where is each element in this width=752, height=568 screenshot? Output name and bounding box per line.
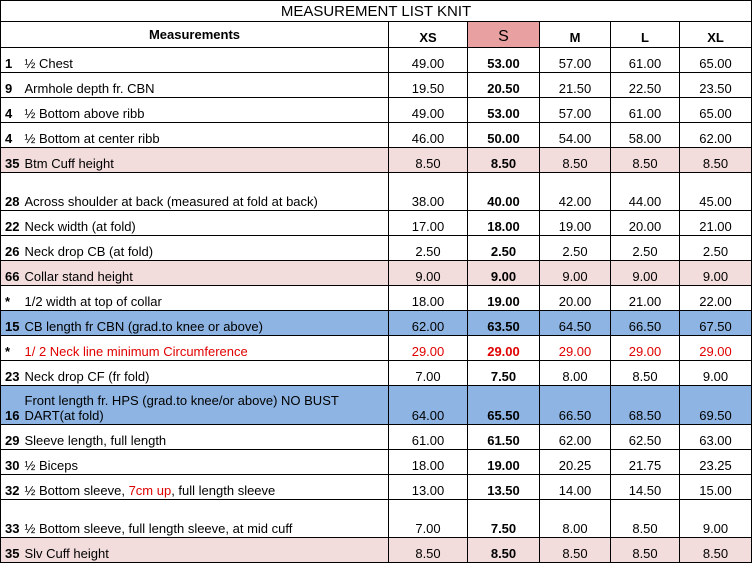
row-label: ½ Bottom at center ribb bbox=[24, 123, 389, 148]
header-size-s: S bbox=[468, 22, 540, 48]
value-m: 64.50 bbox=[540, 311, 611, 336]
table-row bbox=[1, 500, 752, 538]
row-label: Front length fr. HPS (grad.to knee/or above) NO BUST DART(at fold) bbox=[24, 386, 389, 425]
value-xl: 9.00 bbox=[680, 500, 752, 538]
value-xs: 17.00 bbox=[389, 211, 468, 236]
row-index: 23 bbox=[1, 361, 24, 386]
value-s: 8.50 bbox=[468, 538, 540, 563]
table-row bbox=[1, 261, 752, 286]
value-s: 65.50 bbox=[468, 386, 540, 425]
value-l: 44.00 bbox=[611, 173, 680, 211]
value-xs: 64.00 bbox=[389, 386, 468, 425]
value-xl: 69.50 bbox=[680, 386, 752, 425]
value-m: 57.00 bbox=[540, 98, 611, 123]
value-l: 21.75 bbox=[611, 450, 680, 475]
value-xs: 19.50 bbox=[389, 73, 468, 98]
row-label: ½ Bottom above ribb bbox=[24, 98, 389, 123]
row-label-part: , full length sleeve bbox=[171, 483, 276, 498]
row-label-highlight: 7cm up bbox=[128, 483, 172, 498]
row-label: CB length fr CBN (grad.to knee or above) bbox=[24, 311, 389, 336]
row-label: Across shoulder at back (measured at fold at back) bbox=[24, 173, 389, 211]
value-xs: 46.00 bbox=[389, 123, 468, 148]
value-xs: 38.00 bbox=[389, 173, 468, 211]
value-m: 8.00 bbox=[540, 361, 611, 386]
value-m: 21.50 bbox=[540, 73, 611, 98]
row-label: Neck width (at fold) bbox=[24, 211, 389, 236]
row-label: ½ Chest bbox=[24, 48, 389, 73]
header-measurements: Measurements bbox=[1, 22, 389, 48]
row-label: Sleeve length, full length bbox=[24, 425, 389, 450]
row-label: 1/ 2 Neck line minimum Circumference bbox=[24, 336, 389, 361]
value-xs: 62.00 bbox=[389, 311, 468, 336]
value-s: 7.50 bbox=[468, 500, 540, 538]
value-xl: 8.50 bbox=[680, 148, 752, 173]
table-row bbox=[1, 211, 752, 236]
value-l: 2.50 bbox=[611, 236, 680, 261]
value-l: 14.50 bbox=[611, 475, 680, 500]
value-xl: 23.50 bbox=[680, 73, 752, 98]
value-l: 20.00 bbox=[611, 211, 680, 236]
table-row bbox=[1, 386, 752, 425]
table-row bbox=[1, 425, 752, 450]
value-xs: 18.00 bbox=[389, 450, 468, 475]
table-row bbox=[1, 311, 752, 336]
value-s: 18.00 bbox=[468, 211, 540, 236]
value-m: 29.00 bbox=[540, 336, 611, 361]
row-index: 9 bbox=[1, 73, 24, 98]
value-xl: 15.00 bbox=[680, 475, 752, 500]
value-xs: 9.00 bbox=[389, 261, 468, 286]
value-xs: 61.00 bbox=[389, 425, 468, 450]
row-label: Slv Cuff height bbox=[24, 538, 389, 563]
value-l: 22.50 bbox=[611, 73, 680, 98]
value-xs: 13.00 bbox=[389, 475, 468, 500]
row-index: 15 bbox=[1, 311, 24, 336]
value-s: 9.00 bbox=[468, 261, 540, 286]
table-row bbox=[1, 73, 752, 98]
value-xl: 62.00 bbox=[680, 123, 752, 148]
value-s: 8.50 bbox=[468, 148, 540, 173]
value-s: 13.50 bbox=[468, 475, 540, 500]
value-s: 53.00 bbox=[468, 48, 540, 73]
value-xs: 49.00 bbox=[389, 98, 468, 123]
row-label: ½ Biceps bbox=[24, 450, 389, 475]
value-l: 8.50 bbox=[611, 500, 680, 538]
value-m: 8.00 bbox=[540, 500, 611, 538]
value-s: 63.50 bbox=[468, 311, 540, 336]
value-s: 20.50 bbox=[468, 73, 540, 98]
row-index: 16 bbox=[1, 386, 24, 425]
row-label: 1/2 width at top of collar bbox=[24, 286, 389, 311]
value-s: 50.00 bbox=[468, 123, 540, 148]
sheet-title: MEASUREMENT LIST KNIT bbox=[1, 1, 752, 22]
value-m: 42.00 bbox=[540, 173, 611, 211]
value-l: 61.00 bbox=[611, 48, 680, 73]
row-label: Armhole depth fr. CBN bbox=[24, 73, 389, 98]
table-row bbox=[1, 148, 752, 173]
value-s: 40.00 bbox=[468, 173, 540, 211]
row-index: * bbox=[1, 336, 24, 361]
value-xs: 7.00 bbox=[389, 361, 468, 386]
value-xl: 21.00 bbox=[680, 211, 752, 236]
table-row bbox=[1, 336, 752, 361]
row-index: 4 bbox=[1, 98, 24, 123]
row-index: 35 bbox=[1, 148, 24, 173]
value-m: 19.00 bbox=[540, 211, 611, 236]
header-size-m: M bbox=[540, 22, 611, 48]
value-m: 54.00 bbox=[540, 123, 611, 148]
row-label bbox=[24, 475, 389, 500]
header-size-xs: XS bbox=[389, 22, 468, 48]
value-s: 7.50 bbox=[468, 361, 540, 386]
value-m: 66.50 bbox=[540, 386, 611, 425]
header-size-xl: XL bbox=[680, 22, 752, 48]
table-row bbox=[1, 361, 752, 386]
value-xs: 8.50 bbox=[389, 148, 468, 173]
row-index: 32 bbox=[1, 475, 24, 500]
value-xl: 45.00 bbox=[680, 173, 752, 211]
value-s: 61.50 bbox=[468, 425, 540, 450]
row-index: 29 bbox=[1, 425, 24, 450]
table-row bbox=[1, 450, 752, 475]
value-l: 58.00 bbox=[611, 123, 680, 148]
value-s: 19.00 bbox=[468, 286, 540, 311]
value-m: 9.00 bbox=[540, 261, 611, 286]
value-l: 8.50 bbox=[611, 148, 680, 173]
value-xl: 63.00 bbox=[680, 425, 752, 450]
header-size-l: L bbox=[611, 22, 680, 48]
row-label-part: ½ Bottom sleeve, bbox=[24, 483, 129, 498]
row-label: Collar stand height bbox=[24, 261, 389, 286]
value-s: 2.50 bbox=[468, 236, 540, 261]
row-index: 35 bbox=[1, 538, 24, 563]
value-l: 8.50 bbox=[611, 538, 680, 563]
title-row bbox=[1, 1, 752, 22]
value-xl: 65.00 bbox=[680, 48, 752, 73]
value-xl: 9.00 bbox=[680, 261, 752, 286]
value-l: 21.00 bbox=[611, 286, 680, 311]
value-l: 29.00 bbox=[611, 336, 680, 361]
value-m: 20.25 bbox=[540, 450, 611, 475]
value-xs: 29.00 bbox=[389, 336, 468, 361]
table-row bbox=[1, 98, 752, 123]
value-s: 29.00 bbox=[468, 336, 540, 361]
value-xs: 7.00 bbox=[389, 500, 468, 538]
value-l: 68.50 bbox=[611, 386, 680, 425]
row-label: Neck drop CB (at fold) bbox=[24, 236, 389, 261]
value-m: 8.50 bbox=[540, 538, 611, 563]
value-m: 14.00 bbox=[540, 475, 611, 500]
value-xl: 22.00 bbox=[680, 286, 752, 311]
row-index: 22 bbox=[1, 211, 24, 236]
value-m: 20.00 bbox=[540, 286, 611, 311]
value-xs: 2.50 bbox=[389, 236, 468, 261]
value-l: 66.50 bbox=[611, 311, 680, 336]
table-row bbox=[1, 173, 752, 211]
value-xs: 8.50 bbox=[389, 538, 468, 563]
row-index: 4 bbox=[1, 123, 24, 148]
value-l: 62.50 bbox=[611, 425, 680, 450]
value-l: 61.00 bbox=[611, 98, 680, 123]
row-index: 66 bbox=[1, 261, 24, 286]
value-xl: 67.50 bbox=[680, 311, 752, 336]
value-s: 19.00 bbox=[468, 450, 540, 475]
row-index: 33 bbox=[1, 500, 24, 538]
value-l: 9.00 bbox=[611, 261, 680, 286]
row-index: 30 bbox=[1, 450, 24, 475]
value-xs: 49.00 bbox=[389, 48, 468, 73]
row-label: Neck drop CF (fr fold) bbox=[24, 361, 389, 386]
row-index: 1 bbox=[1, 48, 24, 73]
row-label: Btm Cuff height bbox=[24, 148, 389, 173]
value-m: 2.50 bbox=[540, 236, 611, 261]
value-l: 8.50 bbox=[611, 361, 680, 386]
value-m: 8.50 bbox=[540, 148, 611, 173]
value-xl: 23.25 bbox=[680, 450, 752, 475]
table-row bbox=[1, 48, 752, 73]
value-xl: 8.50 bbox=[680, 538, 752, 563]
value-m: 57.00 bbox=[540, 48, 611, 73]
value-xl: 2.50 bbox=[680, 236, 752, 261]
table-row bbox=[1, 286, 752, 311]
value-xl: 29.00 bbox=[680, 336, 752, 361]
value-m: 62.00 bbox=[540, 425, 611, 450]
value-xs: 18.00 bbox=[389, 286, 468, 311]
row-index: * bbox=[1, 286, 24, 311]
row-label: ½ Bottom sleeve, full length sleeve, at mid cuff bbox=[24, 500, 389, 538]
table-row bbox=[1, 538, 752, 563]
table-row bbox=[1, 123, 752, 148]
row-index: 28 bbox=[1, 173, 24, 211]
table-row bbox=[1, 475, 752, 500]
header-row bbox=[1, 22, 752, 48]
value-xl: 9.00 bbox=[680, 361, 752, 386]
row-index: 26 bbox=[1, 236, 24, 261]
value-xl: 65.00 bbox=[680, 98, 752, 123]
table-row bbox=[1, 236, 752, 261]
value-s: 53.00 bbox=[468, 98, 540, 123]
